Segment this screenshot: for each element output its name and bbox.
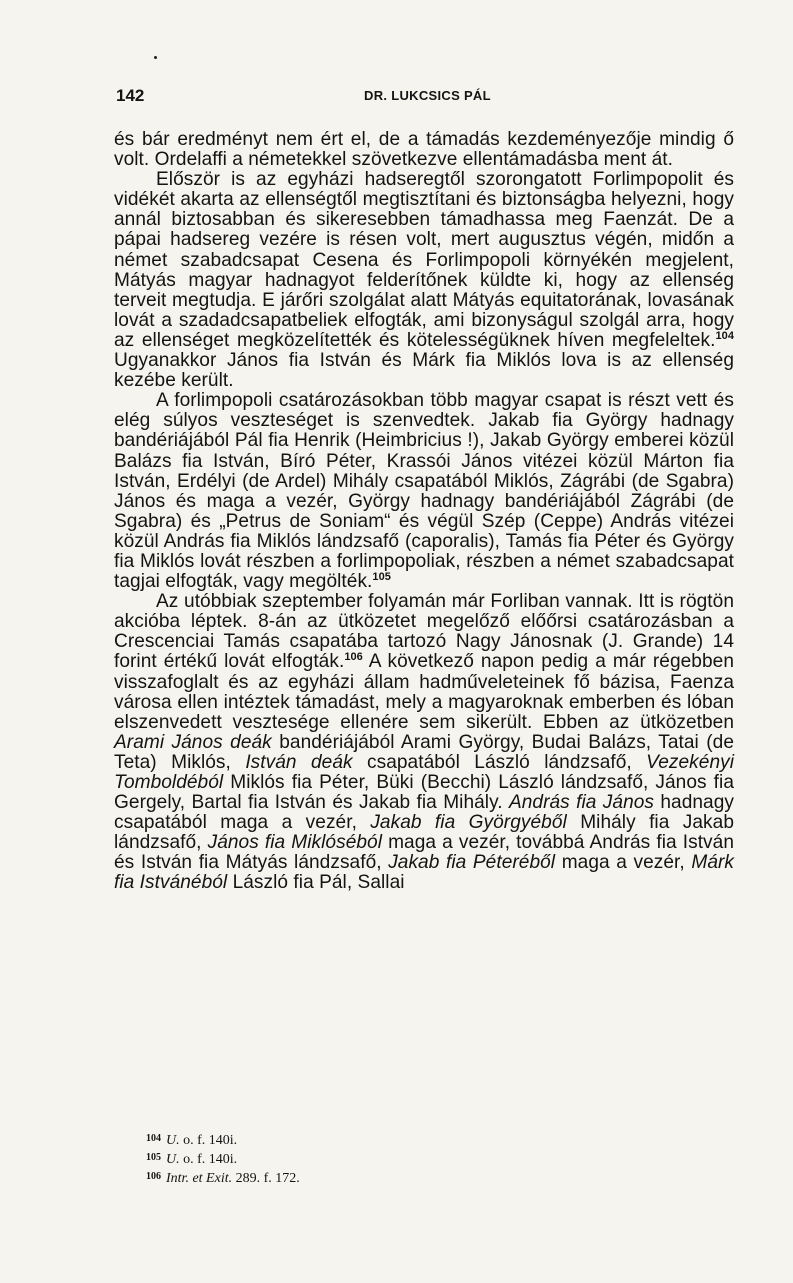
print-speck [154,56,157,59]
footnote-text: o. f. 140i. [179,1133,238,1148]
footnote [146,1149,546,1168]
paragraph-italic: Márk fia Istvánéból [114,852,734,894]
footnote-ref: 106 [344,651,363,664]
footnote-text: 289. f. 172. [232,1171,300,1186]
footnote-italic: U. [166,1133,180,1148]
paragraph [114,592,734,893]
paragraph-text: csapatából László lándzsafő, [352,751,647,773]
paragraph [114,391,734,592]
footnote-ref: 105 [372,571,391,584]
paragraph-text: maga a vezér, [555,852,692,874]
footnote-number: 104 [146,1133,161,1144]
paragraph [114,130,734,170]
paragraph-italic: Vezekényi Tomboldéból [114,751,735,793]
running-head: DR. LUKCSICS PÁL [364,88,491,103]
footnote [146,1168,546,1187]
paragraph-text: Az utóbbiak szeptember folyamán már Forliban vannak. Itt is rögtön akcióba léptek. 8-án az ütközetet megelőző előőrsi csatározásban a Crescenciai Tamás csapatába tartozó Nagy Jánosnak (J. Grande) 14 forint értékű lovát elfogták. [114,591,734,673]
paragraph-text: Miklós fia Péter, Büki (Becchi) László lándzsafő, János fia Gergely, Bartal fia István és Jakab fia Mihály. [114,772,734,814]
page-header [116,86,734,108]
paragraph-text: bandériájából Arami György, Budai Balázs, Tatai (de Teta) Miklós, [114,731,735,773]
paragraph-text: A következő napon pedig a már régebben visszafoglalt és az egyházi állam hadműveleteinek fő bázisa, Faenza városa ellen intéztek támadást, mely a magyaroknak emberben és lóban elszenvedett vesztesége ellenére sem sikerült. Ebben az ütközetben [114,651,734,733]
footnotes [146,1130,546,1187]
paragraph-italic: Jakab fia Györgyéből [370,812,567,834]
footnote-italic: Intr. et Exit. [166,1171,233,1186]
paragraph-text: Mihály fia Jakab lándzsafő, [114,812,734,854]
paragraph-italic: János fia Miklóséból [207,832,382,854]
paragraph [114,170,734,391]
footnote-number: 105 [146,1152,161,1163]
paragraph-text: A forlimpopoli csatározásokban több magyar csapat is részt vett és elég súlyos veszteséget is szenvedtek. Jakab fia György hadnagy bandériájából Pál fia Henrik (Heimbricius !), Jakab György emberei közül Balázs fia István, Bíró Péter, Krassói János vitézei közül Márton fia István, Erdélyi (de Ardel) Mihály csapatából Miklós, Zágrábi (de Sgabra) János és maga a vezér, György hadnagy bandériájából Zágrábi (de Sgabra) és „Petrus de Soniam“ és végül Szép (Ceppe) András vitézei közül András fia Miklós lándzsafő (caporalis), Tamás fia Péter és György fia Miklós lovát részben a forlimpopoliak, részben a német szabadcsapat tagjai elfogták, vagy megölték. [114,390,734,593]
paragraph-text: maga a vezér, továbbá András fia István és István fia Mátyás lándzsafő, [114,832,734,874]
footnote [146,1130,546,1149]
paragraph-text: László fia Pál, Sallai [227,872,405,894]
body-text [114,130,734,894]
paragraph-text: hadnagy csapatából maga a vezér, [114,792,734,834]
paragraph-text: Ugyanakkor János fia István és Márk fia Miklós lova is az ellenség kezébe került. [114,350,734,392]
paragraph-text: és bár eredményt nem ért el, de a támadás kezdeményezője mindig ő volt. Ordelaffi a németekkel szövetkezve ellentámadásba ment át. [114,129,734,171]
paragraph-italic: István deák [245,751,353,773]
paragraph-text: Először is az egyházi hadseregtől szorongatott Forlimpopolit és vidékét akarta az ellenségtől megtisztítani és biztonságba helyezni, hogy annál biztosabban és sikeresebben támadhassa meg Faenzát. De a pápai hadsereg vezére is résen volt, mert augusztus végén, midőn a német szabadcsapat Cesena és Forlimpopoli környékén megjelent, Mátyás magyar hadnagyot felderítőnek küldte ki, hogy az ellenség terveit megtudja. E járőri szolgálat alatt Mátyás equitatorának, lovasának lovát a szadadcsapatbeliek elfogták, ami bizonyságul szolgál arra, hogy az ellenséget megközelítették és kötelességüknek híven megfeleltek. [114,169,734,351]
footnote-ref: 104 [715,329,734,342]
page-number: 142 [116,86,145,105]
footnote-italic: U. [166,1152,180,1167]
paragraph-italic: Jakab fia Péteréből [388,852,556,874]
footnote-text: o. f. 140i. [179,1152,238,1167]
footnote-number: 106 [146,1171,161,1182]
paragraph-italic: András fia János [508,792,655,814]
paragraph-italic: Arami János deák [114,731,272,753]
